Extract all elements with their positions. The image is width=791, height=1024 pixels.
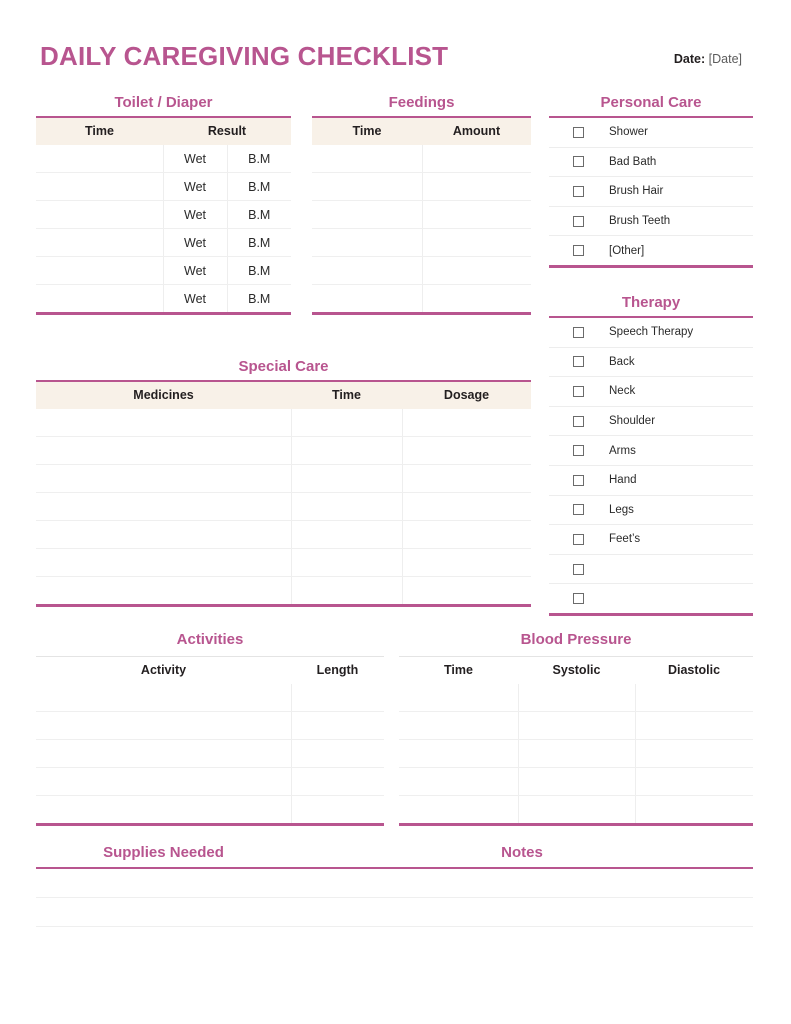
divider-bottom (549, 613, 753, 616)
divider-bottom (36, 823, 384, 826)
table-row (36, 684, 384, 712)
table-row (36, 521, 531, 549)
personal-care-item-label: Brush Hair (609, 185, 664, 198)
section-supplies-needed (36, 844, 291, 955)
cell-time[interactable] (36, 285, 163, 313)
column-header-activity: Activity (36, 657, 291, 685)
column-header-time: Time (291, 382, 402, 409)
column-header-medicines: Medicines (36, 382, 291, 409)
cell-length[interactable] (291, 712, 384, 740)
table-row (399, 740, 753, 768)
cell-wet[interactable]: Wet (163, 229, 227, 257)
therapy-item[interactable] (549, 496, 753, 526)
checkbox-icon[interactable] (573, 416, 584, 427)
table-row (36, 577, 531, 605)
checkbox-icon[interactable] (573, 564, 584, 575)
cell-note[interactable] (291, 869, 753, 898)
divider-bottom (399, 823, 753, 826)
cell-diastolic[interactable] (635, 712, 753, 740)
table-row (312, 229, 531, 257)
cell-systolic[interactable] (518, 796, 635, 824)
table-header-row (36, 657, 384, 685)
therapy-item[interactable] (549, 318, 753, 348)
section-title-special-care: Special Care (238, 358, 329, 375)
cell-systolic[interactable] (518, 712, 635, 740)
cell-time[interactable] (399, 684, 518, 712)
table-row (36, 409, 531, 437)
therapy-item[interactable] (549, 407, 753, 437)
cell-supply[interactable] (36, 927, 291, 956)
cell-length[interactable] (291, 684, 384, 712)
table-header-row (36, 118, 291, 145)
personal-care-item[interactable] (549, 118, 753, 148)
table-row (36, 229, 291, 257)
cell-activity[interactable] (36, 712, 291, 740)
date-field (674, 51, 742, 67)
notes-table (291, 869, 753, 955)
cell-time[interactable] (36, 257, 163, 285)
table-header-row (36, 382, 531, 409)
table-row (36, 869, 291, 898)
column-header-time: Time (36, 118, 163, 145)
date-value[interactable]: [Date] (708, 52, 742, 66)
cell-supply[interactable] (36, 869, 291, 898)
cell-time[interactable] (291, 577, 402, 605)
divider-bottom (36, 604, 531, 607)
section-notes (291, 844, 753, 955)
table-row (312, 201, 531, 229)
cell-time[interactable] (291, 549, 402, 577)
personal-care-item[interactable] (549, 148, 753, 178)
cell-time[interactable] (291, 493, 402, 521)
checkbox-icon[interactable] (573, 356, 584, 367)
personal-care-item[interactable] (549, 236, 753, 265)
cell-time[interactable] (399, 768, 518, 796)
cell-amount[interactable] (422, 145, 531, 173)
cell-amount[interactable] (422, 173, 531, 201)
cell-length[interactable] (291, 796, 384, 824)
personal-care-item[interactable] (549, 207, 753, 237)
table-row (36, 796, 384, 824)
checkbox-icon[interactable] (573, 327, 584, 338)
table-row (36, 201, 291, 229)
therapy-checklist (549, 318, 753, 613)
special-care-table (36, 382, 531, 604)
cell-bm[interactable]: B.M (227, 201, 291, 229)
cell-wet[interactable]: Wet (163, 285, 227, 313)
checkbox-icon[interactable] (573, 127, 584, 138)
cell-amount[interactable] (422, 285, 531, 313)
cell-note[interactable] (291, 927, 753, 956)
cell-dosage[interactable] (402, 409, 531, 437)
table-row (399, 796, 753, 824)
personal-care-item-label: Bad Bath (609, 155, 657, 168)
cell-amount[interactable] (422, 201, 531, 229)
cell-dosage[interactable] (402, 437, 531, 465)
cell-supply[interactable] (36, 898, 291, 927)
table-row (36, 173, 291, 201)
therapy-item-label: Shoulder (609, 415, 656, 428)
cell-time[interactable] (312, 201, 422, 229)
cell-time[interactable] (291, 409, 402, 437)
section-toilet-diaper (36, 94, 291, 315)
column-header-result: Result (163, 118, 291, 145)
cell-time[interactable] (312, 145, 422, 173)
table-row (36, 740, 384, 768)
cell-dosage[interactable] (402, 577, 531, 605)
cell-activity[interactable] (36, 768, 291, 796)
section-blood-pressure (399, 631, 753, 826)
checkbox-icon[interactable] (573, 186, 584, 197)
table-header-row (312, 118, 531, 145)
section-title-supplies-needed: Supplies Needed (103, 844, 224, 861)
cell-medicines[interactable] (36, 521, 291, 549)
cell-medicines[interactable] (36, 577, 291, 605)
cell-time[interactable] (36, 145, 163, 173)
cell-diastolic[interactable] (635, 740, 753, 768)
section-title-feedings: Feedings (388, 94, 455, 111)
section-personal-care (549, 94, 753, 268)
cell-medicines[interactable] (36, 437, 291, 465)
table-row (36, 549, 531, 577)
cell-time[interactable] (399, 740, 518, 768)
cell-medicines[interactable] (36, 493, 291, 521)
cell-time[interactable] (312, 285, 422, 313)
checkbox-icon[interactable] (573, 216, 584, 227)
table-row (36, 437, 531, 465)
cell-medicines[interactable] (36, 549, 291, 577)
cell-time[interactable] (36, 173, 163, 201)
checkbox-icon[interactable] (573, 445, 584, 456)
cell-time[interactable] (399, 712, 518, 740)
therapy-item[interactable] (549, 436, 753, 466)
table-row (36, 712, 384, 740)
cell-time[interactable] (312, 229, 422, 257)
therapy-item[interactable] (549, 525, 753, 555)
cell-bm[interactable]: B.M (227, 257, 291, 285)
divider-bottom (36, 312, 291, 315)
blood-pressure-table (399, 656, 753, 823)
cell-length[interactable] (291, 768, 384, 796)
cell-time[interactable] (291, 437, 402, 465)
column-header-dosage: Dosage (402, 382, 531, 409)
cell-time[interactable] (36, 201, 163, 229)
page-title: DAILY CAREGIVING CHECKLIST (40, 41, 449, 71)
cell-wet[interactable]: Wet (163, 201, 227, 229)
therapy-item[interactable] (549, 555, 753, 585)
cell-time[interactable] (291, 521, 402, 549)
cell-bm[interactable]: B.M (227, 285, 291, 313)
personal-care-item-label: Brush Teeth (609, 215, 671, 228)
column-header-systolic: Systolic (518, 657, 635, 685)
cell-dosage[interactable] (402, 521, 531, 549)
cell-medicines[interactable] (36, 409, 291, 437)
personal-care-checklist (549, 118, 753, 265)
cell-activity[interactable] (36, 796, 291, 824)
personal-care-item-label: Shower (609, 126, 648, 139)
section-title-therapy: Therapy (621, 294, 681, 311)
personal-care-item[interactable] (549, 177, 753, 207)
supplies-needed-table (36, 869, 291, 955)
therapy-item-label: Hand (609, 474, 637, 487)
table-row (36, 768, 384, 796)
therapy-item[interactable] (549, 466, 753, 496)
toilet-diaper-table (36, 118, 291, 312)
column-header-time: Time (399, 657, 518, 685)
cell-amount[interactable] (422, 229, 531, 257)
table-row (399, 768, 753, 796)
therapy-item-label: Arms (609, 444, 636, 457)
section-title-personal-care: Personal Care (600, 94, 702, 111)
cell-dosage[interactable] (402, 549, 531, 577)
table-row (399, 712, 753, 740)
section-title-toilet-diaper: Toilet / Diaper (114, 94, 213, 111)
section-title-blood-pressure: Blood Pressure (520, 631, 632, 648)
column-header-length: Length (291, 657, 384, 685)
section-title-notes: Notes (501, 844, 543, 861)
table-row (291, 927, 753, 956)
table-row (36, 257, 291, 285)
therapy-item[interactable] (549, 584, 753, 613)
therapy-item-label: Back (609, 355, 635, 368)
cell-time[interactable] (36, 229, 163, 257)
checkbox-icon[interactable] (573, 534, 584, 545)
divider-bottom (549, 265, 753, 268)
section-activities (36, 631, 384, 826)
table-row (291, 898, 753, 927)
cell-amount[interactable] (422, 257, 531, 285)
cell-note[interactable] (291, 898, 753, 927)
table-row (36, 465, 531, 493)
therapy-item-label: Legs (609, 503, 634, 516)
personal-care-item-label: [Other] (609, 244, 645, 257)
cell-time[interactable] (312, 173, 422, 201)
table-header-row (399, 657, 753, 685)
table-row (36, 898, 291, 927)
cell-wet[interactable]: Wet (163, 173, 227, 201)
section-special-care (36, 358, 531, 607)
cell-systolic[interactable] (518, 740, 635, 768)
checkbox-icon[interactable] (573, 504, 584, 515)
feedings-table (312, 118, 531, 312)
therapy-item-label: Speech Therapy (609, 326, 694, 339)
table-row (36, 145, 291, 173)
date-label: Date: (673, 52, 706, 66)
cell-systolic[interactable] (518, 768, 635, 796)
checkbox-icon[interactable] (573, 475, 584, 486)
table-row (36, 493, 531, 521)
section-feedings (312, 94, 531, 315)
table-row (312, 285, 531, 313)
table-row (312, 145, 531, 173)
cell-time[interactable] (399, 796, 518, 824)
cell-bm[interactable]: B.M (227, 229, 291, 257)
table-row (312, 173, 531, 201)
section-therapy (549, 294, 753, 616)
cell-time[interactable] (312, 257, 422, 285)
cell-wet[interactable]: Wet (163, 257, 227, 285)
cell-bm[interactable]: B.M (227, 173, 291, 201)
checkbox-icon[interactable] (573, 386, 584, 397)
therapy-item-label: Feet’s (609, 533, 641, 546)
cell-wet[interactable]: Wet (163, 145, 227, 173)
table-row (312, 257, 531, 285)
column-header-time: Time (312, 118, 422, 145)
cell-diastolic[interactable] (635, 684, 753, 712)
cell-systolic[interactable] (518, 684, 635, 712)
checkbox-icon[interactable] (573, 593, 584, 604)
therapy-item[interactable] (549, 348, 753, 378)
cell-dosage[interactable] (402, 465, 531, 493)
column-header-diastolic: Diastolic (635, 657, 753, 685)
column-header-amount: Amount (422, 118, 531, 145)
therapy-item-label: Neck (609, 385, 636, 398)
checkbox-icon[interactable] (573, 245, 584, 256)
therapy-item[interactable] (549, 377, 753, 407)
section-title-activities: Activities (176, 631, 244, 648)
cell-time[interactable] (291, 465, 402, 493)
table-row (36, 285, 291, 313)
cell-activity[interactable] (36, 684, 291, 712)
checkbox-icon[interactable] (573, 156, 584, 167)
table-row (291, 869, 753, 898)
table-row (399, 684, 753, 712)
cell-bm[interactable]: B.M (227, 145, 291, 173)
activities-table (36, 656, 384, 823)
cell-dosage[interactable] (402, 493, 531, 521)
cell-medicines[interactable] (36, 465, 291, 493)
cell-activity[interactable] (36, 740, 291, 768)
table-row (36, 927, 291, 956)
cell-length[interactable] (291, 740, 384, 768)
cell-diastolic[interactable] (635, 768, 753, 796)
cell-diastolic[interactable] (635, 796, 753, 824)
divider-bottom (312, 312, 531, 315)
